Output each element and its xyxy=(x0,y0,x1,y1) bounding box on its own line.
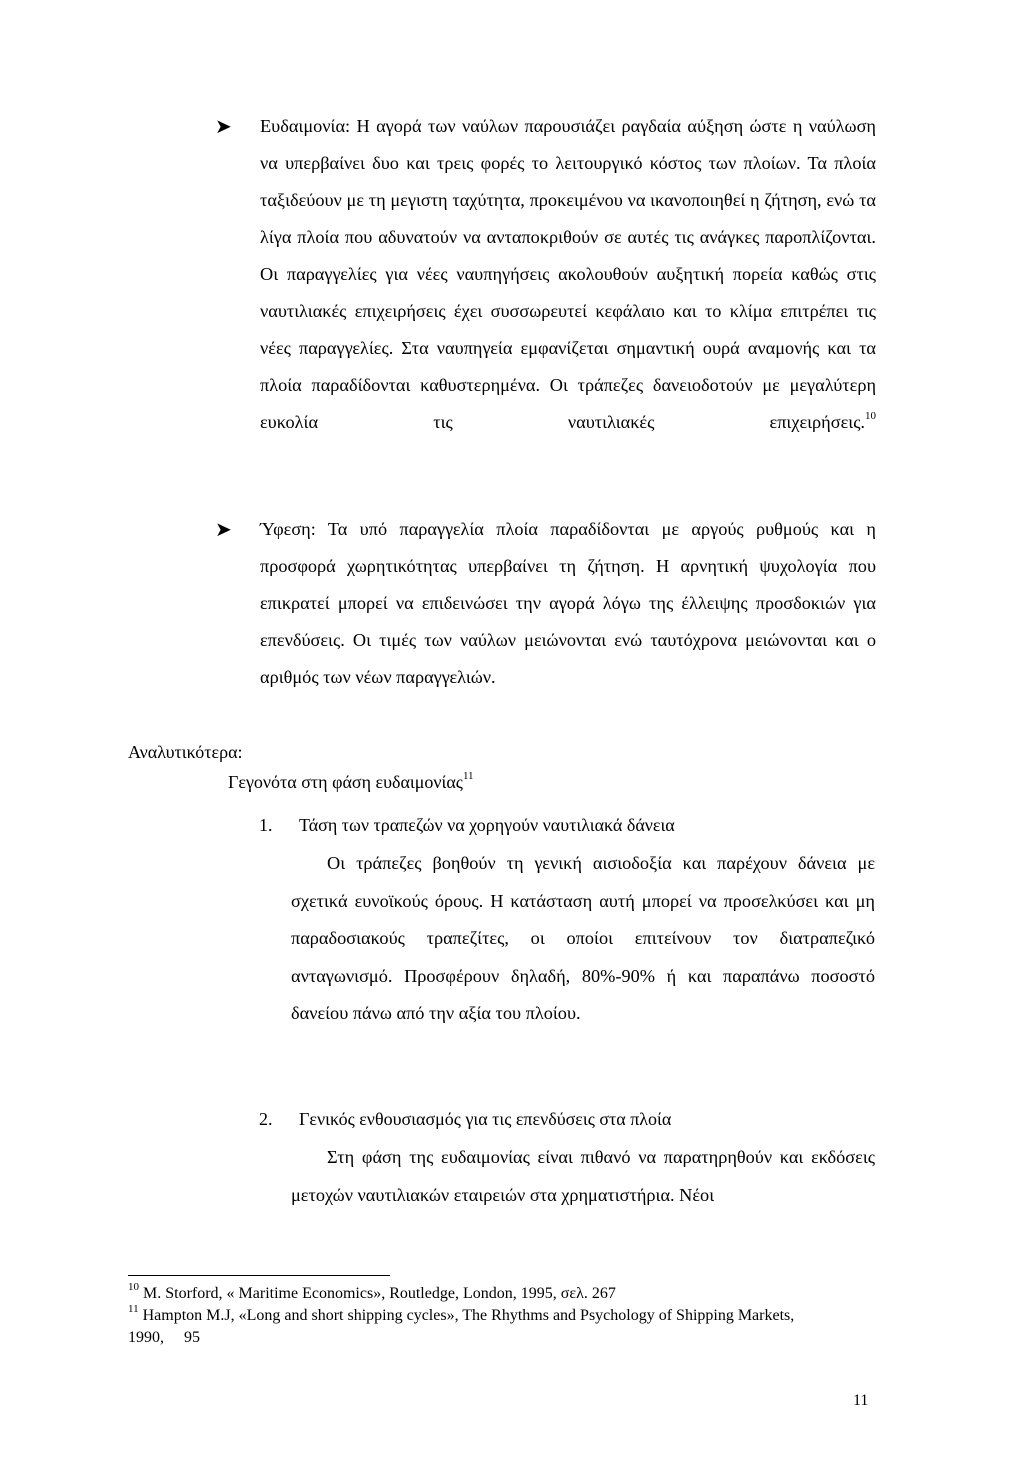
numbered-item-title xyxy=(259,1109,671,1130)
item-number: 1. xyxy=(259,815,273,835)
footnote-divider xyxy=(128,1275,390,1276)
footnote-ref-10: 10 xyxy=(865,409,876,422)
item-number: 2. xyxy=(259,1109,273,1129)
item-paragraph: Οι τράπεζες βοηθούν τη γενική αισιοδοξία και παρέχουν δάνεια με σχετικά ευνοϊκούς όρους. Η κατάσταση αυτή μπορεί να προσελκύσει και μη παραδοσιακούς τραπεζίτες, οι οποίοι επιτείνουν τον διατραπεζικό ανταγωνισμό. Προσφέρουν δηλαδή, 80%-90% ή και παραπάνω ποσοστό δανείου πάνω από την αξία του πλοίου. xyxy=(291,853,875,1023)
arrow-bullet-icon: ➤ xyxy=(215,114,232,138)
section-heading-analytically: Αναλυτικότερα: xyxy=(128,742,243,762)
bullet-euphoria-text: Ευδαιμονία: Η αγορά των ναύλων παρουσιάζει ραγδαία αύξηση ώστε η ναύλωση να υπερβαίνει δυο και τρεις φορές το λειτουργικό κόστος των πλοίων. Τα πλοία ταξιδεύουν με τη μεγιστη ταχύτητα, προκειμένου να ικανοποιηθεί η ζήτηση, ενώ τα λίγα πλοία που αδυνατούν να ανταποκριθούν σε αυτές τις ανάγκες παροπλίζονται. Οι παραγγελίες για νέες ναυπηγήσεις ακολουθούν αυξητική πορεία καθώς στις ναυτιλιακές επιχειρήσεις έχει συσσωρευτεί κεφάλαιο και το κλίμα επιτρέπει τις νέες παραγγελίες. Στα ναυπηγεία εμφανίζεται σημαντική ουρά αναμονής και τα πλοία παραδίδονται καθυστερημένα. Οι τράπεζες δανειοδοτούν με μεγαλύτερη ευκολία τις ναυτιλιακές επιχειρήσεις.$^{10}$ xyxy=(260,116,876,432)
bullet-recession xyxy=(215,511,876,696)
bullet-euphoria xyxy=(215,108,876,478)
item-paragraph: Στη φάση της ευδαιμονίας είναι πιθανό να παρατηρηθούν και εκδόσεις μετοχών ναυτιλιακών εταιρειών στα χρηματιστήρια. Νέοι xyxy=(291,1147,875,1205)
page-number: 11 xyxy=(853,1392,869,1409)
footnote-11: $^{11}$ Hampton M.J, «Long and short shipping cycles», The Rhythms and Psychology of Shipping Markets, 1990, 95 xyxy=(128,1302,799,1346)
facts-heading: Γεγονότα στη φάση ευδαιμονίας$^{11}$ xyxy=(228,770,474,792)
item-title: Γενικός ενθουσιασμός για τις επενδύσεις στα πλοία xyxy=(299,1109,672,1129)
footnotes xyxy=(128,1280,828,1349)
arrow-bullet-icon: ➤ xyxy=(215,517,232,541)
item-title: Τάση των τραπεζών να χορηγούν ναυτιλιακά δάνεια xyxy=(299,815,675,835)
bullet-recession-text: Ύφεση: Τα υπό παραγγελία πλοία παραδίδονται με αργούς ρυθμούς και η προσφορά χωρητικότητας υπερβαίνει τη ζήτηση. Η αρνητική ψυχολογία που επικρατεί μπορεί να επιδεινώσει την αγορά λόγω της έλλειψης προσδοκιών για επενδύσεις. Οι τιμές των ναύλων μειώνονται ενώ ταυτόχρονα μειώνονται και ο αριθμός των νέων παραγγελιών. xyxy=(260,519,876,687)
footnote-ref-11: 11 xyxy=(462,770,474,782)
numbered-item-title xyxy=(259,815,675,836)
footnote-10: $^{10}$ M. Storford, « Maritime Economics», Routledge, London, 1995, σελ. 267 xyxy=(128,1280,616,1302)
